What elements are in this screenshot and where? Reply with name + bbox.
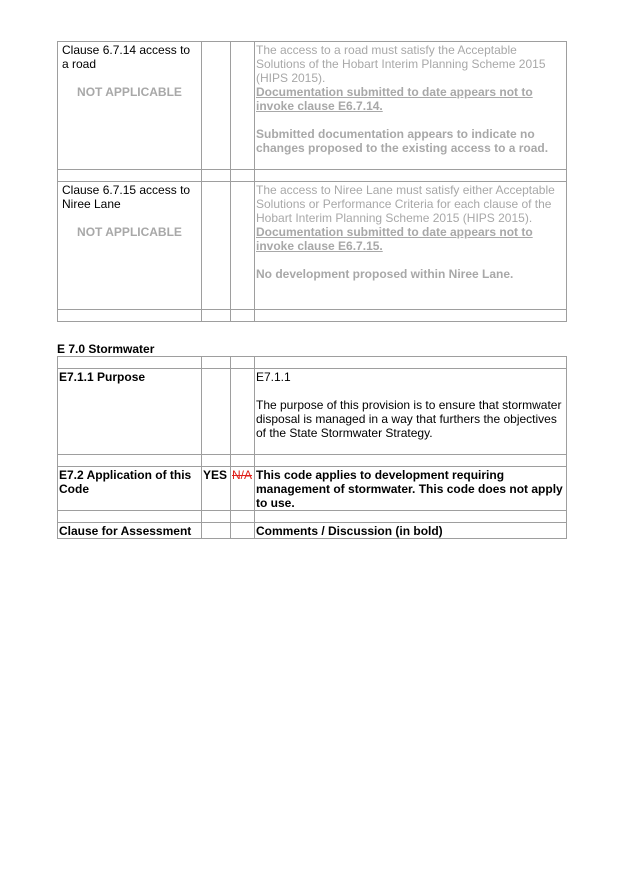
na-cell [231,369,255,455]
access-clauses-table [57,41,567,322]
yes-cell [202,523,231,539]
table-row [58,182,567,310]
clause-cell [58,42,202,170]
comments-cell [255,182,567,310]
application-label: E7.2 Application of this Code [58,467,202,511]
purpose-ref: E7.1.1 [256,370,291,384]
yes-cell [202,42,231,170]
table-row [58,170,567,182]
status-label: NOT APPLICABLE [77,225,182,239]
table-row [58,455,567,467]
table-row [58,310,567,322]
requirement-text: The access to a road must satisfy the Acceptable Solutions of the Hobart Interim Planning Scheme 2015 (HIPS 2015). [256,43,546,85]
yes-label: YES [202,467,231,511]
yes-cell [202,369,231,455]
assessment-note: Submitted documentation appears to indicate no changes proposed to the existing access to a road. [256,127,549,155]
comments-cell [255,369,567,455]
table-row [58,467,567,511]
table-row [58,369,567,455]
na-label: N/A [231,467,255,511]
clause-label: Clause 6.7.14 access to a road [62,43,191,71]
table-row [58,511,567,523]
table-header-row [58,523,567,539]
assessment-note: Documentation submitted to date appears not to invoke clause E6.7.14. [256,85,533,113]
na-cell [231,523,255,539]
comments-cell [255,42,567,170]
yes-cell [202,182,231,310]
application-text: This code applies to development requiring management of stormwater. This code does not apply to use. [255,467,567,511]
table-row [58,42,567,170]
na-cell [231,182,255,310]
clause-label: Clause 6.7.15 access to Niree Lane [62,183,191,211]
na-cell [231,42,255,170]
clause-cell [58,182,202,310]
stormwater-table [57,356,567,539]
table-row [58,357,567,369]
section-title: E 7.0 Stormwater [57,342,155,356]
purpose-label: E7.1.1 Purpose [58,369,202,455]
requirement-text: The access to Niree Lane must satisfy either Acceptable Solutions or Performance Criteria for each clause of the Hobart Interim Planning Scheme 2015 (HIPS 2015). [256,183,555,225]
header-comments: Comments / Discussion (in bold) [255,523,567,539]
assessment-note: No development proposed within Niree Lane. [256,267,514,281]
assessment-note: Documentation submitted to date appears not to invoke clause E6.7.15. [256,225,533,253]
header-clause: Clause for Assessment [58,523,202,539]
purpose-text: The purpose of this provision is to ensure that stormwater disposal is managed in a way that furthers the objectives of the State Stormwater Strategy. [256,398,562,440]
status-label: NOT APPLICABLE [77,85,182,99]
